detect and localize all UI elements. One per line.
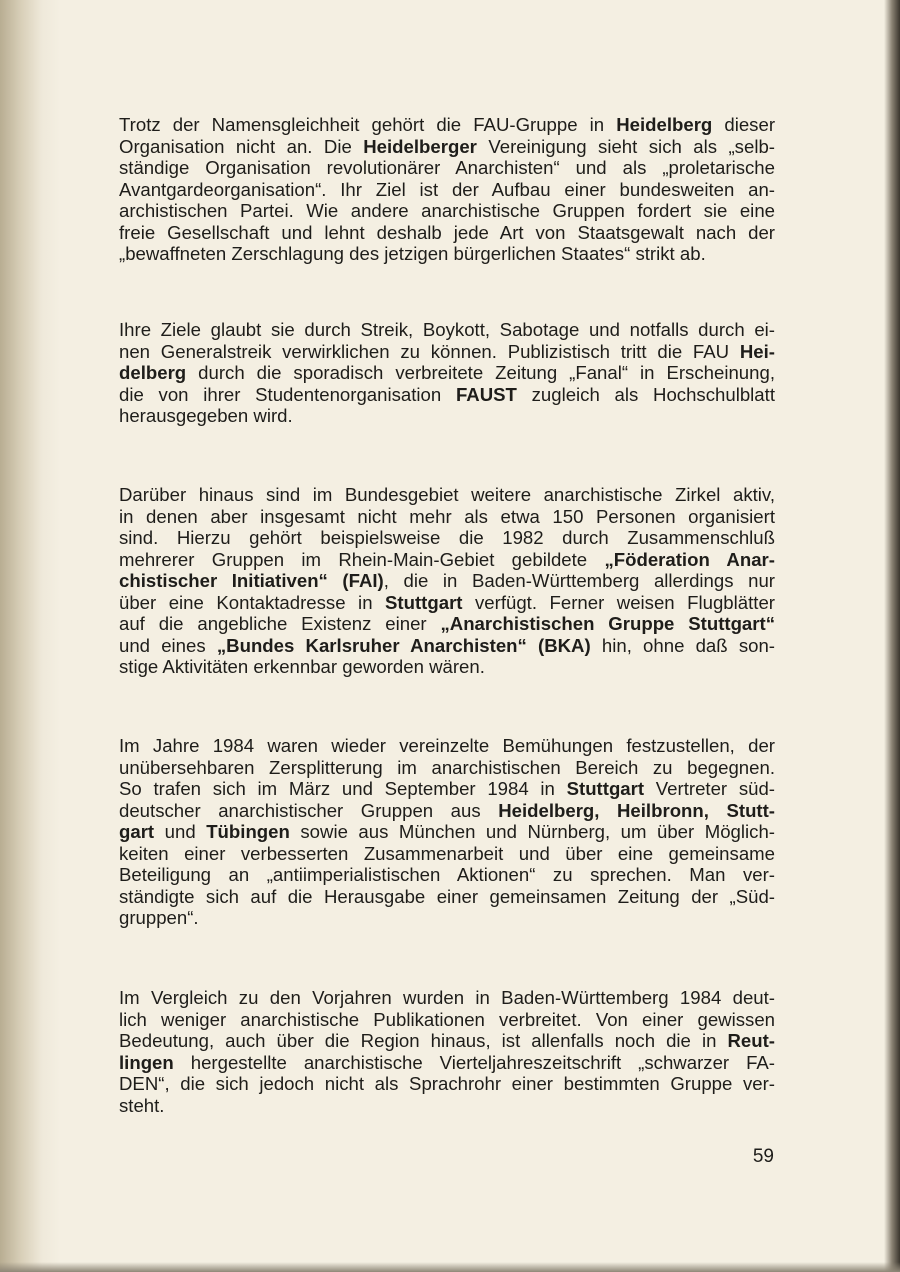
bold-text: chistischer Initiativen“ (FAI) (119, 570, 384, 591)
text-run: ständige Organisation revolutionärer Anarchisten“ und als „proletarische (119, 157, 775, 178)
text-run: auf die angebliche Existenz einer (119, 613, 441, 634)
text-run: stige Aktivitäten erkennbar geworden wären. (119, 656, 485, 677)
text-line (119, 778, 775, 800)
text-line (119, 179, 775, 201)
text-run: herausgegeben wird. (119, 405, 293, 426)
text-line (119, 987, 775, 1009)
text-run: und eines (119, 634, 217, 656)
text-line (119, 1030, 775, 1052)
text-run: , die in Baden-Württemberg allerdings nur (383, 570, 775, 591)
bold-text: FAUST (455, 383, 517, 405)
text-line (119, 1073, 775, 1095)
text-run: „bewaffneten Zerschlagung des jetzigen bürgerlichen Staates“ strikt ab. (119, 243, 706, 264)
bold-text: delberg (119, 362, 187, 383)
text-run: in denen aber insgesamt nicht mehr als etwa 150 Personen organisiert (119, 505, 775, 527)
text-run: keiten einer verbesserten Zusammenarbeit und über eine gemeinsame (119, 842, 775, 864)
text-run: ständigte sich auf die Herausgabe einer gemeinsamen Zeitung der „Süd- (119, 885, 775, 907)
text-line (119, 757, 775, 779)
bold-text: Hei- (739, 340, 775, 362)
text-run: Ihre Ziele glaubt sie durch Streik, Boykott, Sabotage und notfalls durch ei- (119, 319, 775, 340)
bold-text: „Bundes Karlsruher Anarchisten“ (BKA) (216, 634, 591, 656)
text-run: hin, ohne daß son- (590, 634, 775, 656)
text-run: gruppen“. (119, 907, 199, 928)
text-run: verfügt. Ferner weisen Flugblätter (462, 591, 775, 613)
text-run: Organisation nicht an. Die (119, 135, 364, 157)
text-line (119, 735, 775, 757)
paragraph-publikationen (119, 987, 775, 1116)
page-bottom-edge (0, 1262, 900, 1272)
text-line (119, 527, 775, 549)
text-run: und (154, 821, 207, 842)
page-right-edge (884, 0, 900, 1272)
text-run: Darüber hinaus sind im Bundesgebiet weitere anarchistische Zirkel aktiv, (119, 484, 775, 505)
text-run: steht. (119, 1094, 165, 1116)
text-run: dieser (712, 114, 776, 135)
text-run: So trafen sich im März und September 1984 in (119, 778, 567, 799)
text-run: Beteiligung an „antiimperialistischen Aktionen“ zu sprechen. Man ver- (119, 864, 775, 885)
text-line (119, 319, 775, 341)
text-run: archistischen Partei. Wie andere anarchistische Gruppen fordert sie eine (119, 200, 775, 221)
bold-text: gart (119, 821, 155, 842)
text-line (119, 886, 775, 908)
text-run: mehrerer Gruppen im Rhein-Main-Gebiet gebildete (119, 548, 605, 570)
text-run: sind. Hierzu gehört beispielsweise die 1982 durch Zusammenschluß (119, 527, 775, 548)
text-line (119, 592, 775, 614)
text-line (119, 222, 775, 244)
text-run: sowie aus München und Nürnberg, um über Möglich- (289, 821, 775, 842)
text-run: DEN“, die sich jedoch nicht als Sprachrohr einer bestimmten Gruppe ver- (119, 1073, 775, 1094)
bold-text: Stuttgart (385, 591, 463, 613)
bold-text: Heidelberger (363, 135, 477, 157)
paragraph-fau-heidelberg (119, 114, 775, 265)
paragraph-1984-bemuehungen (119, 735, 775, 929)
text-line (119, 114, 775, 136)
text-line (119, 635, 775, 657)
paragraph-weitere-zirkel (119, 484, 775, 678)
bold-text: „Föderation Anar- (604, 548, 775, 570)
text-line (119, 405, 775, 427)
bold-text: „Anarchistischen Gruppe Stuttgart“ (440, 613, 775, 634)
text-run: Im Vergleich zu den Vorjahren wurden in Baden-Württemberg 1984 deut- (119, 987, 775, 1008)
bold-text: Reut- (727, 1030, 775, 1051)
text-line (119, 1009, 775, 1031)
text-line (119, 800, 775, 822)
text-line (119, 613, 775, 635)
text-run: hergestellte anarchistische Vierteljahreszeitschrift „schwarzer FA- (173, 1051, 775, 1073)
text-line (119, 384, 775, 406)
paragraph-ziele (119, 319, 775, 427)
text-line (119, 907, 775, 929)
text-run: durch die sporadisch verbreitete Zeitung „Fanal“ in Erscheinung, (186, 362, 775, 383)
page-number: 59 (752, 1146, 774, 1167)
text-line (119, 362, 775, 384)
text-run: die von ihrer Studentenorganisation (119, 383, 456, 405)
text-line (119, 157, 775, 179)
text-run: zugleich als Hochschulblatt (516, 383, 775, 405)
text-line (119, 506, 775, 528)
text-line (119, 843, 775, 865)
text-line (119, 570, 775, 592)
text-run: freie Gesellschaft und lehnt deshalb jede Art von Staatsgewalt nach der (119, 221, 775, 243)
text-line (119, 656, 775, 678)
text-line (119, 1095, 775, 1117)
text-run: nen Generalstreik verwirklichen zu können. Publizistisch tritt die FAU (119, 340, 740, 362)
text-line (119, 200, 775, 222)
text-line (119, 484, 775, 506)
text-line (119, 821, 775, 843)
text-run: Trotz der Namensgleichheit gehört die FAU-Gruppe in (119, 114, 617, 135)
text-run: Avantgardeorganisation“. Ihr Ziel ist der Aufbau einer bundesweiten an- (119, 178, 775, 200)
bold-text: lingen (119, 1051, 174, 1073)
text-line (119, 1052, 775, 1074)
text-line (119, 243, 775, 265)
text-line (119, 136, 775, 158)
text-line (119, 549, 775, 571)
text-run: deutscher anarchistischer Gruppen aus (119, 799, 499, 821)
text-run: lich weniger anarchistische Publikationen verbreitet. Von einer gewissen (119, 1008, 775, 1030)
text-line (119, 341, 775, 363)
page-gutter-shadow (0, 0, 60, 1272)
text-run: Bedeutung, auch über die Region hinaus, ist allenfalls noch die in (119, 1030, 728, 1051)
text-run: unübersehbaren Zersplitterung im anarchistischen Bereich zu begegnen. (119, 756, 775, 778)
text-line (119, 864, 775, 886)
text-run: Im Jahre 1984 waren wieder vereinzelte Bemühungen festzustellen, der (119, 735, 775, 756)
bold-text: Heidelberg (616, 114, 713, 135)
bold-text: Stuttgart (566, 778, 645, 799)
text-run: Vertreter süd- (644, 778, 775, 799)
text-run: Vereinigung sieht sich als „selb- (476, 135, 775, 157)
bold-text: Heidelberg, Heilbronn, Stutt- (498, 799, 775, 821)
bold-text: Tübingen (206, 821, 290, 842)
text-run: über eine Kontaktadresse in (119, 591, 386, 613)
